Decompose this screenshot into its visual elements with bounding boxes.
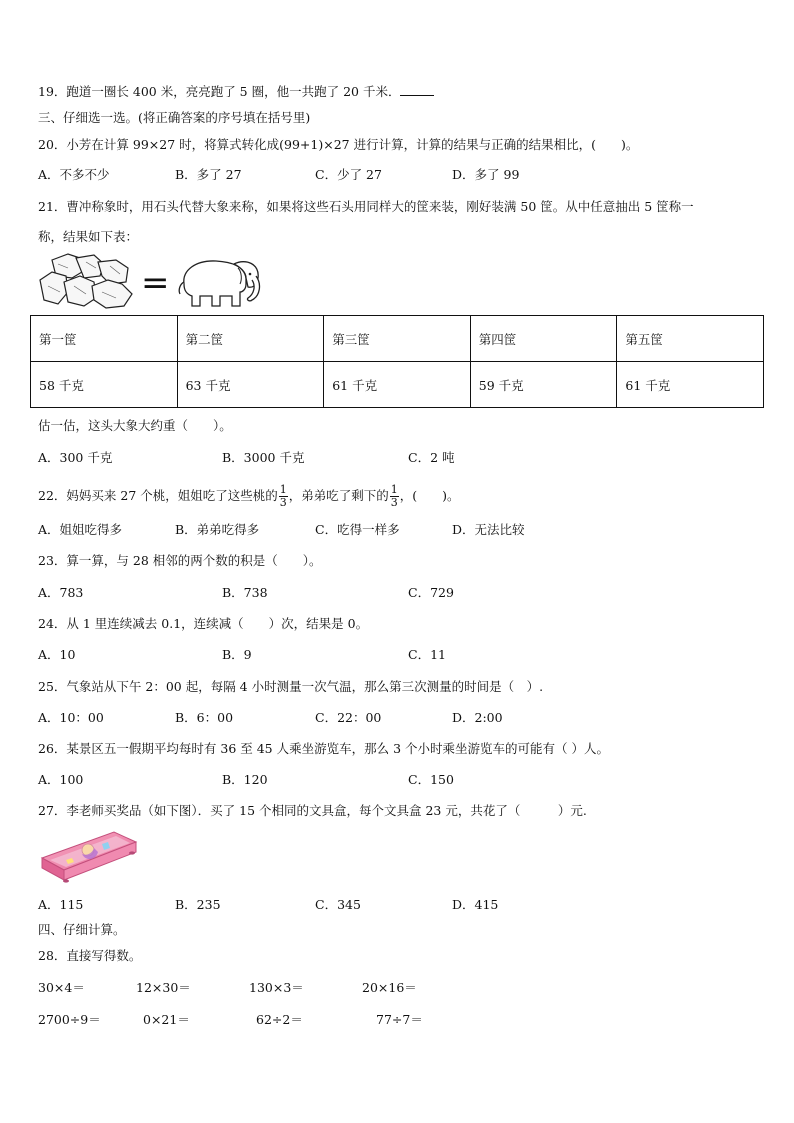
calc-item[interactable]: 2700÷9＝ (38, 1012, 101, 1027)
q22-option-c[interactable]: C．吃得一样多 (315, 522, 400, 537)
q27-option-a[interactable]: A．115 (38, 897, 84, 912)
q20-option-b[interactable]: B．多了 27 (175, 167, 242, 182)
question-24-text: 24．从 1 里连续减去 0.1，连续减（ ）次，结果是 0。 (38, 616, 369, 631)
table-value-cell: 61 千克 (324, 362, 471, 408)
q26-option-b[interactable]: B．120 (222, 772, 268, 787)
q23-option-b[interactable]: B．738 (222, 585, 268, 600)
q24-option-a[interactable]: A．10 (38, 647, 76, 662)
table-value-row (31, 362, 764, 408)
q25-option-a[interactable]: A．10：00 (38, 710, 104, 725)
q25-option-b[interactable]: B．6：00 (175, 710, 234, 725)
q27-option-d[interactable]: D．415 (452, 897, 499, 912)
elephant-image (176, 254, 262, 312)
q22-option-b[interactable]: B．弟弟吃得多 (175, 522, 260, 537)
table-value-cell: 61 千克 (617, 362, 764, 408)
fraction-one-third (279, 484, 288, 509)
q25-option-d[interactable]: D．2:00 (452, 710, 503, 725)
table-header-cell: 第一筐 (31, 316, 178, 362)
stones-image (38, 252, 134, 310)
q20-option-c[interactable]: C．少了 27 (315, 167, 382, 182)
question-21-line1: 21．曹冲称象时，用石头代替大象来称，如果将这些石头用同样大的筐来装，刚好装满 50 筐。从中任意抽出 5 筐称一 (38, 199, 694, 214)
section-3-title: 三、仔细选一选。(将正确答案的序号填在括号里) (38, 110, 311, 125)
table-header-cell: 第四筐 (470, 316, 617, 362)
q26-option-c[interactable]: C．150 (408, 772, 454, 787)
q27-option-b[interactable]: B．235 (175, 897, 221, 912)
table-header-cell: 第三筐 (324, 316, 471, 362)
table-value-cell: 58 千克 (31, 362, 178, 408)
fraction-numerator: 1 (390, 483, 398, 496)
q23-option-a[interactable]: A．783 (38, 585, 84, 600)
q27-option-c[interactable]: C．345 (315, 897, 361, 912)
q24-option-c[interactable]: C．11 (408, 647, 446, 662)
q23-option-c[interactable]: C．729 (408, 585, 454, 600)
fraction-denominator: 3 (279, 496, 287, 509)
q25-option-c[interactable]: C．22：00 (315, 710, 382, 725)
equals-sign: = (141, 263, 170, 303)
q21-option-b[interactable]: B．3000 千克 (222, 450, 305, 465)
q20-option-d[interactable]: D．多了 99 (452, 167, 520, 182)
pencil-case-image (36, 824, 140, 886)
table-header-row (31, 316, 764, 362)
q21-option-c[interactable]: C．2 吨 (408, 450, 455, 465)
question-19-text: 19．跑道一圈长 400 米，亮亮跑了 5 圈，他一共跑了 20 千米． (38, 84, 401, 99)
fraction-denominator: 3 (390, 496, 398, 509)
calc-item[interactable]: 12×30＝ (136, 980, 191, 995)
q22-option-d[interactable]: D．无法比较 (452, 522, 525, 537)
question-21-line2: 称，结果如下表： (38, 229, 139, 244)
question-22 (38, 484, 460, 509)
calc-item[interactable]: 0×21＝ (143, 1012, 190, 1027)
table-header-cell: 第五筐 (617, 316, 764, 362)
fraction-one-third (390, 484, 399, 509)
fraction-numerator: 1 (279, 483, 287, 496)
question-22-part1: 22．妈妈买来 27 个桃，姐姐吃了这些桃的 (38, 488, 278, 503)
table-value-cell: 63 千克 (177, 362, 324, 408)
q22-option-a[interactable]: A．姐姐吃得多 (38, 522, 123, 537)
q21-option-a[interactable]: A．300 千克 (38, 450, 113, 465)
question-27-text: 27．李老师买奖品（如下图）．买了 15 个相同的文具盒，每个文具盒 23 元，共花了（ ）元. (38, 803, 587, 818)
calc-item[interactable]: 30×4＝ (38, 980, 85, 995)
question-19 (38, 84, 434, 100)
q20-option-a[interactable]: A．不多不少 (38, 167, 110, 182)
question-28-text: 28．直接写得数。 (38, 948, 142, 963)
section-4-title: 四、仔细计算。 (38, 922, 126, 937)
q26-option-a[interactable]: A．100 (38, 772, 84, 787)
basket-weight-table (30, 315, 764, 408)
calc-item[interactable]: 20×16＝ (362, 980, 417, 995)
table-header-cell: 第二筐 (177, 316, 324, 362)
calc-item[interactable]: 77÷7＝ (376, 1012, 423, 1027)
q24-option-b[interactable]: B．9 (222, 647, 252, 662)
table-value-cell: 59 千克 (470, 362, 617, 408)
question-25-text: 25．气象站从下午 2：00 起，每隔 4 小时测量一次气温，那么第三次测量的时间是（ ）. (38, 679, 544, 694)
question-22-part3: ，( )。 (399, 488, 460, 503)
question-23-text: 23．算一算，与 28 相邻的两个数的积是（ ）。 (38, 553, 322, 568)
calc-item[interactable]: 62÷2＝ (256, 1012, 303, 1027)
question-26-text: 26．某景区五一假期平均每时有 36 至 45 人乘坐游览车，那么 3 个小时乘坐游览车的可能有（ ）人。 (38, 741, 609, 756)
question-22-part2: ，弟弟吃了剩下的 (288, 488, 389, 503)
question-21-prompt: 估一估，这头大象大约重（ ）。 (38, 418, 232, 433)
calc-item[interactable]: 130×3＝ (249, 980, 304, 995)
answer-blank[interactable] (400, 84, 434, 96)
question-20-text: 20．小芳在计算 99×27 时，将算式转化成(99+1)×27 进行计算，计算的结果与正确的结果相比，( )。 (38, 137, 639, 152)
